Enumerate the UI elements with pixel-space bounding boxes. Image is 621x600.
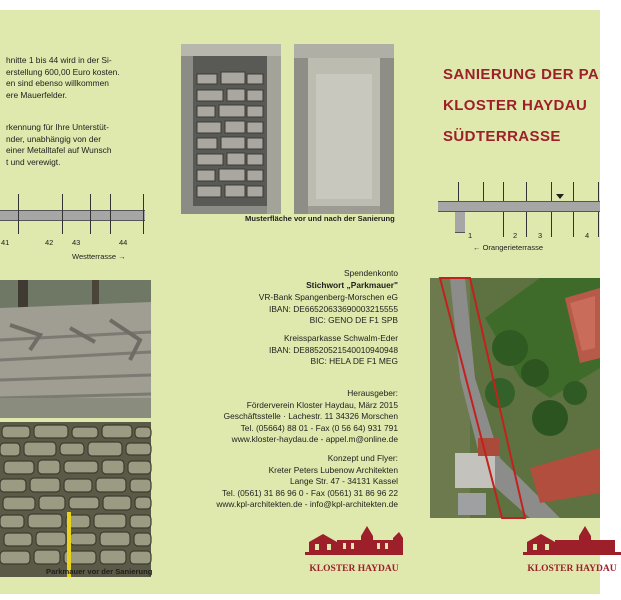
ruler-tick [90,194,91,234]
wall-photo-lower-image [0,422,151,577]
bank-name: Kreissparkasse Schwalm-Eder [283,333,398,343]
publisher-block [224,388,398,446]
ruler-number: 44 [119,238,128,247]
ruler-number: 3 [538,231,543,240]
thanks-line: t und verewigt. [6,156,61,167]
ruler-caption: ← Orangerieterrasse [473,243,544,252]
monastery-icon [523,522,621,562]
concept-label: Konzept und Flyer: [327,453,398,463]
bank-iban: IBAN: DE66520633690003215555 [269,303,398,314]
publisher-line[interactable]: www.kloster-haydau.de - appel.m@online.de [231,434,398,445]
ruler-tick [18,194,19,234]
wall-photo-caption: Parkmauer vor der Sanierung [46,567,153,576]
thanks-line: rkennung für Ihre Unterstüt- [6,122,109,132]
sample-area-after-photo [294,44,394,214]
ruler-number: 1 [468,231,473,240]
flyer-sheet [0,10,617,594]
intro-line: erstellung 600,00 Euro kosten. [6,66,120,77]
ruler-bar [438,201,600,212]
bank-iban: IBAN: DE88520521540010940948 [269,344,398,355]
intro-text [6,55,120,101]
publisher-line[interactable]: Tel. (05664) 88 01 - Fax (0 56 64) 931 791 [240,422,398,433]
wall-photo-lower [0,422,151,577]
ruler-number: 42 [45,238,54,247]
donation-label: Spendenkonto [343,268,398,278]
ruler-number: 2 [513,231,518,240]
concept-block [216,453,398,511]
donation-block [306,268,398,291]
concept-line: Tel. (0561) 31 86 96 0 - Fax (0561) 31 86 96 22 [222,487,398,498]
monastery-icon [305,522,403,562]
ruler-tick [62,194,63,234]
bank-bic: BIC: GENO DE F1 SPB [309,315,398,326]
ruler-tick [143,194,144,234]
intro-line: hnitte 1 bis 44 wird in der Si- [6,55,112,65]
logo-text: KLOSTER HAYDAU [527,564,617,574]
publisher-line: Förderverein Kloster Haydau, März 2015 [246,399,398,410]
publisher-label: Herausgeber: [347,388,398,398]
middle-panel [175,10,415,594]
wall-section-ruler-south [435,180,600,255]
ruler-bar-branch [455,212,465,233]
concept-line[interactable]: www.kpl-architekten.de - info@kpl-architekten.de [216,499,398,510]
kloster-logo [523,522,621,574]
sample-area-caption: Musterfläche vor und nach der Sanierung [245,214,395,223]
left-panel [0,10,175,594]
concept-line: Lange Str. 47 - 34131 Kassel [289,476,398,487]
bank-account-2 [269,333,398,368]
logo-text: KLOSTER HAYDAU [309,564,399,574]
kloster-logo [305,522,403,574]
ruler-number: 43 [72,238,81,247]
ruler-caption: Westterrasse → [72,252,126,261]
intro-line: en sind ebenso willkommen [6,78,109,89]
ruler-bar [0,210,145,221]
ruler-tick [110,194,111,234]
right-panel [415,10,617,594]
aerial-photo [430,278,600,518]
concept-line: Kreter Peters Lubenow Architekten [268,464,398,475]
aerial-photo-image [430,278,600,518]
title-line-3: SÜDTERRASSE [443,128,561,145]
publisher-line: Geschäftsstelle · Lachestr. 11 34326 Morschen [223,411,398,422]
sample-area-before-photo [181,44,281,214]
sample-area-before-image [181,44,281,214]
intro-line: ere Mauerfelder. [6,89,67,100]
ruler-number: 4 [585,231,590,240]
thanks-line: einer Metalltafel auf Wunsch [6,145,112,156]
title-line-1: SANIERUNG DER PA [443,66,600,83]
thanks-text [6,122,112,168]
ruler-marker-icon [556,194,564,199]
bank-bic: BIC: HELA DE F1 MEG [310,356,398,367]
thanks-line: nder, unabhängig von der [6,133,101,144]
wall-photo-upper-image [0,280,151,418]
donation-keyword: Stichwort „Parkmauer" [306,279,398,290]
sample-area-after-image [294,44,394,214]
bank-name: VR-Bank Spangenberg-Morschen eG [258,292,398,302]
wall-photo-upper [0,280,151,418]
ruler-number: 41 [1,238,10,247]
wall-section-ruler-west [0,190,170,260]
title-line-2: KLOSTER HAYDAU [443,97,588,114]
bank-account-1 [259,292,398,327]
